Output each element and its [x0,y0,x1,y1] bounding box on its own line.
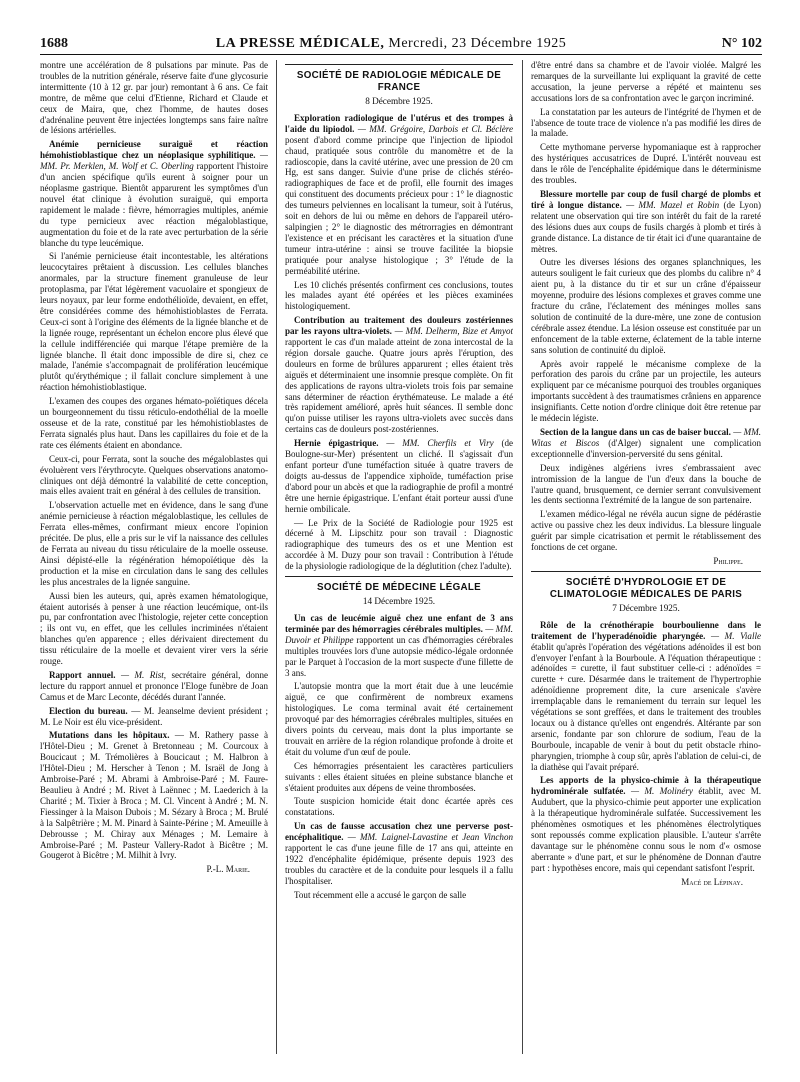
signature: Philippe. [713,555,743,566]
article-authors: — MM. Grégoire, Darbois et Cl. Béclère [354,123,513,134]
column-divider [276,60,277,1054]
article-authors: — MM. Mazel et Robin [621,199,720,210]
column-divider [522,60,523,1054]
section-title: SOCIÉTÉ DE RADIOLOGIE MÉDICALE DE FRANCE [296,70,502,93]
article-section-langue [531,427,761,460]
paragraph: Ces hémorragies présentaient les caractères particuliers suivants : elles étaient situées en pleine substance blanche et s'étaient produites aux dépens de veine thrombosées. [285,760,513,793]
section-date: 8 Décembre 1925. [365,96,433,106]
article-title: Anémie pernicieuse suraiguë et réaction hémohistioblastique chez un néoplasique syphilitique. [40,139,268,161]
article-title: Exploration radiologique de l'utérus et des trompes à l'aide du lipiodol. [285,112,513,134]
article-title: Section de la langue dans un cas de baiser buccal. [540,427,731,437]
article-contribution [285,315,513,435]
paragraph: Toute suspicion homicide était donc écartée après ces constatations. [285,796,513,818]
paragraph-text: — M. Rathery passe à l'Hôtel-Dieu ; M. Grenet à Bretonneau ; M. Courcoux à Boucicaut ; M. Trémolières à Boucicaut ; M. Halbron à l'Hôtel-Dieu ; M. Herscher à Tenon ; M. Israël de Jong à Ambroise-Paré ; M. Abrami à Ambroise-Paré ; M. Faure-Beaulieu à André ; M. Rivet à Laënnec ; M. Laederich à la Charité ; M. Tixier à Broca ; M. Cl. Vincent à André ; M. N. Fiessinger à la Maison Dubois ; M. Sézary à Broca ; M. Brulé à la Salpêtrière ; M. M. Pinard à Sainte-Périne ; M. Ameuille à Debrousse ; M. Chiray aux Ménages ; M. Lemaire à Ambroise-Paré ; M. Pasteur Vallery-Radot à Bicêtre ; M. Gougerot à Bicêtre ; M. Milhit à Ivry. [40,730,268,861]
article-title: Un cas de fausse accusation chez une perverse post-encéphalitique. [285,821,513,843]
section-title: SOCIÉTÉ DE MÉDECINE LÉGALE [316,582,482,594]
article-title: Contribution au traitement des douleurs zostériennes par les rayons ultra-violets. [285,315,513,337]
article-authors: — M. Vialle [705,630,761,641]
article-authors: — M. Molinéry [625,786,693,797]
article-election [40,706,268,728]
article-rapport [40,670,268,703]
article-title: Blessure mortelle par coup de fusil chargé de plombs et tiré à longue distance. [531,188,761,210]
article-authors: — MM. Laignel-Lavastine et Jean Vinchon [343,832,513,843]
article-leucemie [285,613,513,678]
paragraph: L'autopsie montra que la mort était due à une leucémie aiguë, ce que confirmèrent de nombreux examens histologiques. Le coma terminal avait été certainement provoqué par des hémorragies cérébrales multiples, situées en divers points du cerveau, mais dont la plus importante se trouvait en arrière de la région rolandique profonde à droite et était du volume d'un œuf de poule. [285,681,513,757]
article-title: Mutations dans les hôpitaux. [49,730,170,741]
article-hernie [285,438,513,514]
column-right [531,60,761,1054]
section-rule [285,64,513,65]
signature: Macé de Lépinay. [681,876,743,887]
article-authors: — MM. Duvoir et Philippe [285,623,513,645]
issue-number: N° 102 [721,36,762,51]
signature: P.-L. Marie. [206,864,250,875]
article-authors: — MM. Delherm, Bize et Amyot [391,326,513,337]
paragraph-text: rapportent le cas d'un malade atteint de zona intercostal de la région dorsale gauche. Quatre jours après l'éruption, des douleurs en forme de brûlures apparurent ; elles étaient très aiguës et déterminaient une insomnie presque complète. On fit des applications de rayons ultra-violets trois fois par semaine sans déterminer de réaction érythémateuse. Le malade a été très rapidement amélioré, après huit séances. Il semble donc qu'on puisse utiliser les rayons ultra-violets avec succès dans certains cas de douleurs post-zostériennes. [285,337,513,435]
paragraph: Deux indigènes algériens ivres s'embrassaient avec intromission de la langue de l'un d'eux dans la bouche de l'autre quand, brusquement, ce dernier serrant convulsivement les dents sectionna l'extrémité de la langue de son partenaire. [531,462,761,506]
paragraph-text: — M. Jeanselme devient président ; M. Le Noir est élu vice-président. [40,705,268,727]
paragraph: Aussi bien les auteurs, qui, après examen hématologique, étaient autorisés à penser à une réaction leucémique, ont-ils pu, par confrontation avec l'histologie, rejeter cette conception ; ils ont vu, en effet, que les cellules incriminées n'étaient blanches qu'en apparence ; elles dérivaient directement du tissu réticulaire de la moelle et devaient virer vers la série rouge. [40,590,268,667]
issue-date: Mercredi, 23 Décembre 1925 [388,36,567,51]
paragraph: Après avoir rappelé le mécanisme complexe de la perforation des parois du crâne par un projectile, les auteurs expliquent par ce mécanisme pourquoi des troubles organiques importants succèdent à des traumatismes crâniens en apparence insignifiants. Cette notion d'ordre clinique doit être retenue par le médecin légiste. [531,358,761,424]
paragraph-text: rapportent l'histoire d'un ancien spécifique qu'ils eurent à soigner pour un néoplasme gastrique. Bientôt apparurent les symptômes d'un nouvel état clinique à évolution suraiguë, qui emporta rapidement le malade : fièvre, hémorragies multiples, anémie du type pernicieux avec réaction mégaloblastique, augmentation du foie et de la rate avec perturbation de la série blanche du type leucémique. [40,161,268,248]
paragraph: La constatation par les auteurs de l'intégrité de l'hymen et de l'absence de toute trace de violence n'a pas modifié les dires de la malade. [531,106,761,139]
section-title: SOCIÉTÉ D'HYDROLOGIE ET DE CLIMATOLOGIE MÉDICALES DE PARIS [549,576,743,600]
paragraph: L'examen médico-légal ne révéla aucun signe de pédérastie active ou passive chez les deux individus. La blessure linguale guérit par simple cicatrisation et permit le rétablissement des fonctions de cet organe. [531,509,761,553]
article-blessure [531,189,761,254]
section-rule [531,571,761,572]
article-title: Un cas de leucémie aiguë chez une enfant de 3 ans terminée par des hémorragies cérébrales multiples. [285,612,513,634]
paragraph: Les 10 clichés présentés confirment ces conclusions, toutes les malades ayant été opérées et les pièces examinées histologiquement. [285,279,513,312]
article-title: Les apports de la physico-chimie à la thérapeutique hydrominérale sulfatée. [531,775,761,797]
column-left [40,60,268,1054]
page-header [40,30,762,55]
paragraph: L'observation actuelle met en évidence, dans le sang d'une anémie pernicieuse à réaction mégaloblastique, les cellules de Ferrata elles-mêmes, confirmant mieux encore l'opinion précitée. De plus, elle a pris sur le vif la naissance des cellules de Ferrata au niveau du tissu réticulaire de la moelle osseuse. Ainsi dépisté-elle la régénération hémopoïétique dès la production et la mise en circulation dans le sang des cellules les plus ancestrales de la lignée sanguine. [40,500,268,587]
article-mutations [40,730,268,861]
paragraph: Outre les diverses lésions des organes splanchniques, les auteurs souligent le fait curieux que des plombs du calibre n° 4 aient pu, à la distance du tir et sur un crâne d'épaisseur moyenne, produire des lésions complexes et graves comme une fracture du crâne, l'éclatement des méninges molles sans solution de continuité de la dure-mère, une zone de contusion cérébrale assez étendue. La lésion osseuse est constituée par un enfoncement de la table externe, éclatement de la table interne sans solution de continuité du diploë. [531,257,761,355]
article-apports [531,775,761,873]
article-title: Rôle de la crénothérapie bourboulienne dans le traitement de l'hyperadénoïdie pharyngée. [531,619,761,641]
prize-announcement: — Le Prix de la Société de Radiologie pour 1925 est décerné à M. Lipschitz pour son travail : Diagnostic radiographique des tumeurs des os et une Mention est accordée à M. Duzy pour son travail : Contribution à l'étude de la physiologie radiologique de la déglutition (chez l'adulte). [285,517,513,572]
paragraph: Tout récemment elle a accusé le garçon de salle [294,889,467,900]
article-authors: — M. Rist, [115,669,167,680]
article-authors: — MM. Cherfils et Viry [378,438,494,449]
paragraph-text: rapportent un cas d'hémorragies cérébrales multiples trouvées lors d'une autopsie médico-légale ordonnée par le Parquet à l'occasion de la mort suspecte d'une fillette de 3 ans. [285,634,513,678]
paragraph-text: (d'Alger) signalent une complication exceptionnelle d'inversion-perversité du sens génital. [531,437,761,459]
paragraph: Ceux-ci, pour Ferrata, sont la souche des mégaloblastes qui évoluèrent vers l'érythrocyte. Quelques observations anatomo-cliniques ont déjà démontré la valabilité de cette conception, mais elles avaient trait en général à des cellules de transition. [40,453,268,497]
article-anemie [40,139,268,248]
paragraph: d'être entré dans sa chambre et de l'avoir violée. Malgré les remarques de la surveillante lui expliquant la gravité de cette accusation, la jeune perverse a répété et maintenu ses accusations lors de sa confrontation avec le garçon incriminé. [531,60,761,103]
section-rule [285,576,513,577]
paragraph-text: posent d'abord comme principe que l'injection de lipiodol chaud, pratiquée sous contrôle du manomètre et de la radioscopie, dans la cavité utérine, avec une pression de 20 cm Hg, est sans danger. Suivie d'une prise de clichés stéréo-radiographiques de face et de profil, elle fournit des images qui constituent des documents précieux pour : 1° le diagnostic des tumeurs pelviennes en localisant la tumeur, soit à l'utérus, soit en dehors de lui ou même en dehors de l'appareil utéro-salpingien ; 2° le diagnostic des métrorragies en démontrant l'existence et en précisant les caractères et la situation d'une tumeur intra-utérine : ainsi se trouve facilitée la biopsie pratiquée pour analyse histologique ; 3° l'étude de la perméabilité utérine. [285,134,513,276]
article-title: Hernie épigastrique. [294,438,379,449]
paragraph: L'examen des coupes des organes hémato-poïétiques décela un bourgeonnement du tissu réticulo-endothélial de la moelle osseuse et de la rate, constitué par les hémohistioblastes de Ferrata signalés plus haut. Dans les capillaires du foie et de la rate ces éléments étaient en abondance. [40,396,268,450]
paragraph-text: établit, avec M. Audubert, que la physico-chimie peut apporter une explication à la thérapeutique hydrominérale sulfatée. Successivement les phénomènes osmotiques et les phénomènes électrolytiques sont repoussés comme explication plausible. L'auteur s'arrête davantage sur le phénomène connu sous le nom d'« osmose aberrante » d'une part, et sur le phénomène de Donnan d'autre part : hypothèses encore, mais qui cependant satisfont l'esprit. [531,786,761,873]
article-exploration [285,113,513,277]
article-title: Rapport annuel. [49,669,116,680]
journal-title [100,36,682,52]
paragraph: Cette mythomane perverse hypomaniaque est à rapprocher des hystériques accusatrices de Dupré. L'intérêt nouveau est dans le rôle de l'encéphalite épidémique dans le déterminisme des troubles. [531,142,761,186]
page-number: 1688 [40,36,68,51]
paragraph-text: (de Lyon) relatent une observation qui tire son intérêt du fait de la rareté des lésions dues aux coups de fusils chargés à plomb et tirés à grande distance. La distance de tir était ici d'une quarantaine de mètres. [531,199,761,254]
paragraph-text: rapportent le cas d'une jeune fille de 17 ans qui, atteinte en 1922 d'encéphalite épidémique, présente depuis 1923 des troubles du caractère et de la conduite pour lesquels il a fallu l'hospitaliser. [285,843,513,886]
section-date: 7 Décembre 1925. [612,602,680,613]
article-authors: — MM. Witas et Biscos [531,427,761,448]
paragraph: montre une accélération de 8 pulsations par minute. Pas de troubles de la nutrition générale, réserve faite d'une glycosurie intermittente (10 à 12 gr. par jour) remontant à 6 ans. Ce fait montre, de même que celui d'Etienne, Richard et Claude et ceux de Maira, que, chez l'homme, de hautes doses d'adrénaline peuvent être injectées longtemps sans faire naître de lésions artérielles. [40,60,268,136]
paragraph-text: secrétaire général, donne lecture du rapport annuel et prononce l'Eloge funèbre de Joan Camus et de Marc Leconte, décédés durant l'année. [40,669,268,702]
paragraph-text: établit qu'après l'opération des végétations adénoïdes il est bon d'envoyer l'enfant à la Bourboule. A l'équation thérapeutique : adénoïdes = curette, il faut substituer celle-ci : adénoïdes = curette + cure. Désarmée dans le traitement de l'hypertrophie adénoïdienne proprement dite, la cure arsenicale s'avère irremplaçable dans le remaniement du terrain sur lequel les végétations se sont greffées, et dans le traitement des troubles locaux ou à distance qu'elles ont engendrés. Altérante par son arsenic, fondante par son chlorure de sodium, l'eau de la Bourboule, incapable de venir à bout du petit obstacle rhino-pharyngien, triomphe à coup sûr, après l'ablation de celui-ci, de la diathèse qui l'avait préparé. [531,641,761,772]
column-middle [285,60,513,1054]
article-fausse-accusation [285,821,513,886]
paragraph: Si l'anémie pernicieuse était incontestable, les altérations leucocytaires prêtaient à discussion. Les cellules blanches anormales, par la structure finement granuleuse de leur protoplasma, par l'état légèrement vacuolaire et spongieux de leurs noyaux, par leur forme endothélioïde, devaient, en effet, être considérées comme des hémohistioblastes de Ferrata. Ceux-ci sont à l'origine des éléments de la lignée blanche et de la lignée rouge, représentant un échelon encore plus élevé que la cellule indifférenciée qui marque l'étape première de la lignée blanche. Il était donc impossible de dire si, chez ce malade, l'anémie s'accompagnait de prolifération leucémique plutôt qu'érythémique ; il fallait conclure simplement à une réaction hémohistioblastique. [40,251,268,393]
article-role-crenotherapie [531,620,761,773]
paragraph-text: (de Boulogne-sur-Mer) présentent un cliché. Il s'agissait d'un enfant porteur d'une tuméfaction située à quatre travers de doigts au-dessus de l'appendice xiphoïde, tuméfaction prise d'abord pour un abcès et que la radiographie de profil a montré être une hernie épigastrique. L'enfant était porteur aussi d'une hernie ombilicale. [285,438,513,514]
section-date: 14 Décembre 1925. [362,596,436,607]
article-title: Election du bureau. [49,705,128,716]
article-authors: — MM. Pr. Merklen, M. Wolf et C. Oberling [40,150,268,172]
journal-name: LA PRESSE MÉDICALE, [215,36,385,51]
